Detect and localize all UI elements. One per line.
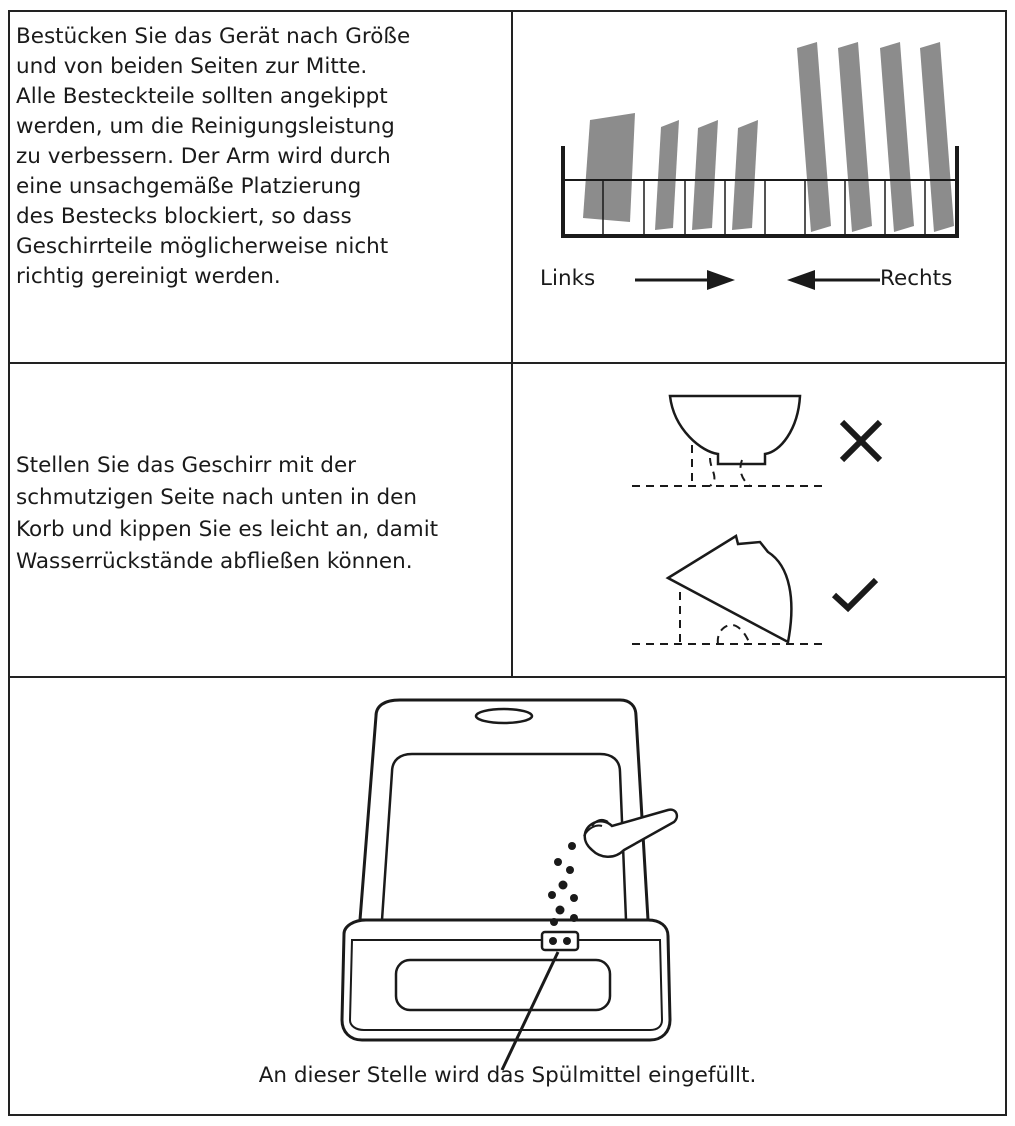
cutlery-item <box>838 42 872 232</box>
dishwasher-detergent-illustration <box>330 690 690 1060</box>
cross-icon <box>838 418 884 464</box>
checkmark-icon <box>830 575 880 615</box>
dishwasher-base <box>342 920 670 1040</box>
cutlery-item <box>732 120 758 230</box>
row-divider-1 <box>10 362 1005 364</box>
column-divider <box>511 12 513 676</box>
detergent-compartment <box>542 932 578 950</box>
cutlery-item <box>583 113 635 222</box>
arrow-right-icon <box>635 268 740 292</box>
dish-placement-instructions: Stellen Sie das Geschirr mit der schmutzigen Seite nach unten in den Korb und kippen Sie es leicht an, damit Wasserrückstände abfließen können. <box>16 453 439 574</box>
cutlery-loading-instructions: Bestücken Sie das Gerät nach Größe und von beiden Seiten zur Mitte. Alle Besteckteile sollten angekippt werden, um die Reinigungsleistung zu verbessern. Der Arm wird durch eine unsachgemäße Platzierung des Bestecks blockiert, so dass Geschirrteile möglicherweise nicht richtig gereinigt werden. <box>16 24 411 289</box>
cutlery-basket-illustration <box>555 40 965 250</box>
right-label: Rechts <box>880 266 953 291</box>
arrow-left-icon <box>785 268 880 292</box>
row-divider-2 <box>10 676 1005 678</box>
cutlery-item <box>655 120 679 230</box>
cutlery-item <box>692 120 718 230</box>
detergent-caption: An dieser Stelle wird das Spülmittel eingefüllt. <box>258 1063 757 1088</box>
bowl-wrong-placement-illustration <box>630 390 830 490</box>
cutlery-item <box>797 42 831 232</box>
bowl-right-placement-illustration <box>630 530 830 650</box>
left-label: Links <box>540 266 596 291</box>
